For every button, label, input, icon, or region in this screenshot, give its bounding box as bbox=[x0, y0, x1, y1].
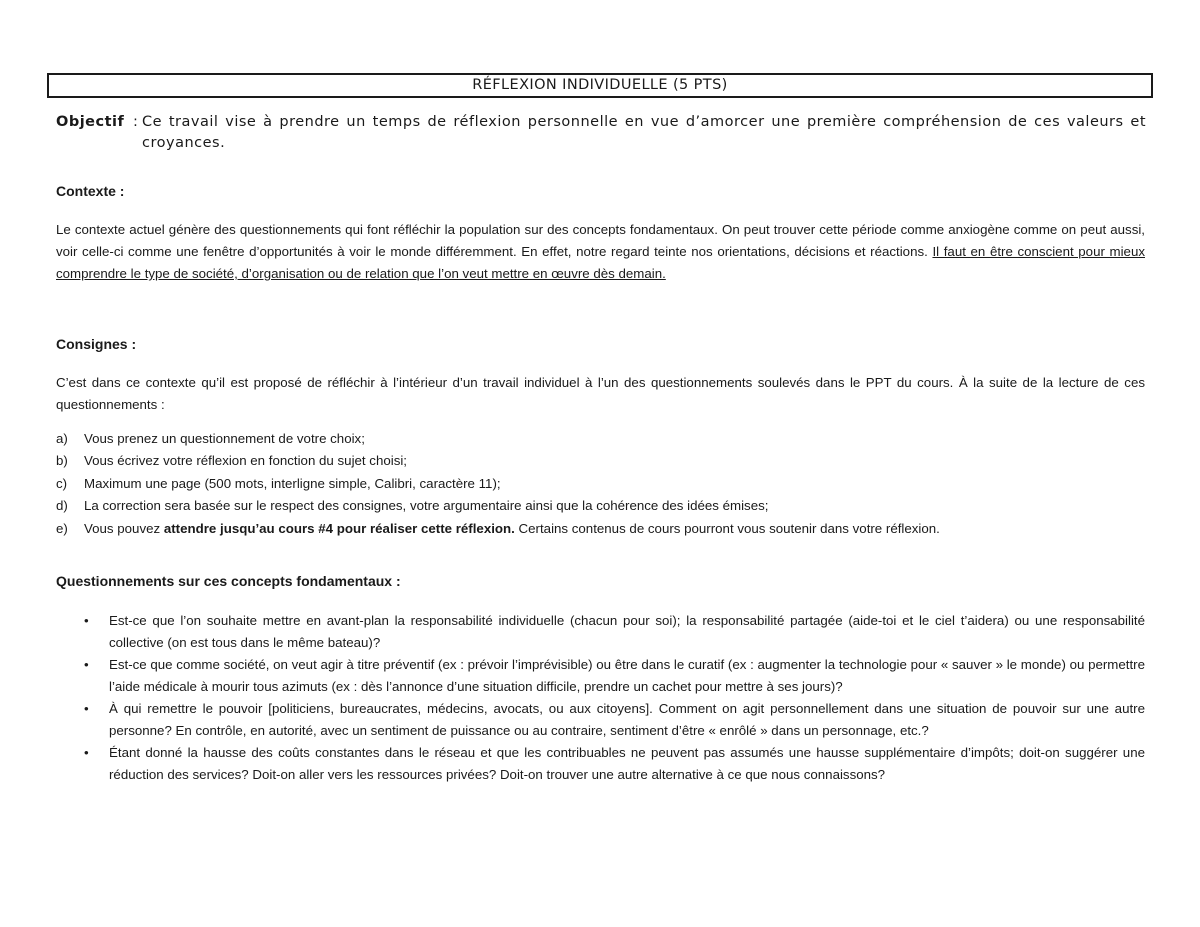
list-item-text-bold: attendre jusqu’au cours #4 pour réaliser cette réflexion. bbox=[163, 520, 515, 536]
list-item-text: Maximum une page (500 mots, interligne simple, Calibri, caractère 11); bbox=[84, 475, 501, 491]
list-item bbox=[56, 698, 1145, 742]
questionnements-list bbox=[56, 610, 1145, 786]
list-item-text: Étant donné la hausse des coûts constantes dans le réseau et que les contribuables ne peuvent pas assumés une hausse supplémentaire d’impôts; doit-on suggérer une réduction des services? Doit-on aller vers les ressources privées? Doit-on trouver une autre alternative à ce que nous connaissons? bbox=[109, 745, 1145, 782]
list-marker: b) bbox=[56, 453, 68, 469]
list-item bbox=[56, 428, 1145, 450]
bullet-marker: • bbox=[84, 701, 89, 716]
questionnements-heading: Questionnements sur ces concepts fondamentaux : bbox=[56, 573, 401, 589]
consignes-list bbox=[56, 428, 1145, 540]
list-item-text: Vous écrivez votre réflexion en fonction du sujet choisi; bbox=[84, 453, 407, 469]
list-item-text-before: Vous pouvez bbox=[84, 520, 164, 536]
list-item bbox=[56, 450, 1145, 472]
list-item-text: Est-ce que comme société, on veut agir à titre préventif (ex : prévoir l’imprévisible) ou être dans le curatif (ex : augmenter la technologie pour « sauver » le monde) ou permettre l’aide médicale à mourir tous azimuts (ex : dès l’annonce d’une situation difficile, prendre un cachet pour mettre à ses jours)? bbox=[109, 657, 1145, 694]
bullet-marker: • bbox=[84, 745, 89, 760]
consignes-intro: C’est dans ce contexte qu’il est proposé de réfléchir à l’intérieur d’un travail individuel à l’un des questionnements soulevés dans le PPT du cours. À la suite de la lecture de ces questionnements : bbox=[56, 375, 1145, 412]
list-item bbox=[56, 473, 1145, 495]
list-item bbox=[56, 742, 1145, 786]
list-item-text: À qui remettre le pouvoir [politiciens, bureaucrates, médecins, avocats, ou aux citoyens]. Comment on agit personnellement dans une situation de pouvoir sur une autre personne? En contrôle, en autorité, avec un sentiment de puissance ou au contraire, sentiment d’être « enrôlé » dans un personnage, etc.? bbox=[109, 701, 1145, 738]
list-item-text: Vous prenez un questionnement de votre choix; bbox=[84, 431, 365, 446]
list-marker: e) bbox=[56, 520, 68, 536]
consignes-heading: Consignes : bbox=[56, 336, 137, 352]
objective-block bbox=[56, 112, 1146, 154]
document-title: RÉFLEXION INDIVIDUELLE (5 PTS) bbox=[47, 73, 1153, 98]
list-item bbox=[56, 654, 1145, 698]
bullet-marker: • bbox=[84, 613, 89, 628]
objective-colon: : bbox=[133, 114, 139, 130]
list-marker: d) bbox=[56, 498, 68, 514]
contexte-paragraph bbox=[56, 219, 1145, 285]
objective-label: Objectif bbox=[56, 114, 125, 130]
contexte-text: Le contexte actuel génère des questionnements qui font réfléchir la population sur des concepts fondamentaux. On peut trouver cette période comme anxiogène comme on peut aussi, voir celle-ci comme une fenêtre d’opportunités à voir le monde différemment. En effet, notre regard teinte nos orientations, décisions et réactions. bbox=[56, 222, 1145, 259]
list-item bbox=[56, 518, 1145, 540]
bullet-marker: • bbox=[84, 657, 89, 672]
objective-text: Ce travail vise à prendre un temps de réflexion personnelle en vue d’amorcer une première compréhension de ces valeurs et croyances. bbox=[142, 114, 1146, 151]
list-item-text-after: Certains contenus de cours pourront vous soutenir dans votre réflexion. bbox=[514, 520, 940, 536]
list-item-text: La correction sera basée sur le respect des consignes, votre argumentaire ainsi que la cohérence des idées émises; bbox=[84, 498, 769, 514]
list-item bbox=[56, 495, 1145, 517]
contexte-underlined-text: Il faut en être conscient pour mieux comprendre le type de société, d’organisation ou de relation que l’on veut mettre en œuvre dès demain. bbox=[56, 244, 1145, 281]
list-item bbox=[56, 610, 1145, 654]
contexte-heading: Contexte : bbox=[56, 183, 125, 199]
list-marker: a) bbox=[56, 431, 68, 446]
list-marker: c) bbox=[56, 475, 68, 491]
list-item-text: Est-ce que l’on souhaite mettre en avant-plan la responsabilité individuelle (chacun pour soi); la responsabilité partagée (aide-toi et le ciel t’aidera) ou une responsabilité collective (on est tous dans le même bateau)? bbox=[109, 613, 1145, 650]
